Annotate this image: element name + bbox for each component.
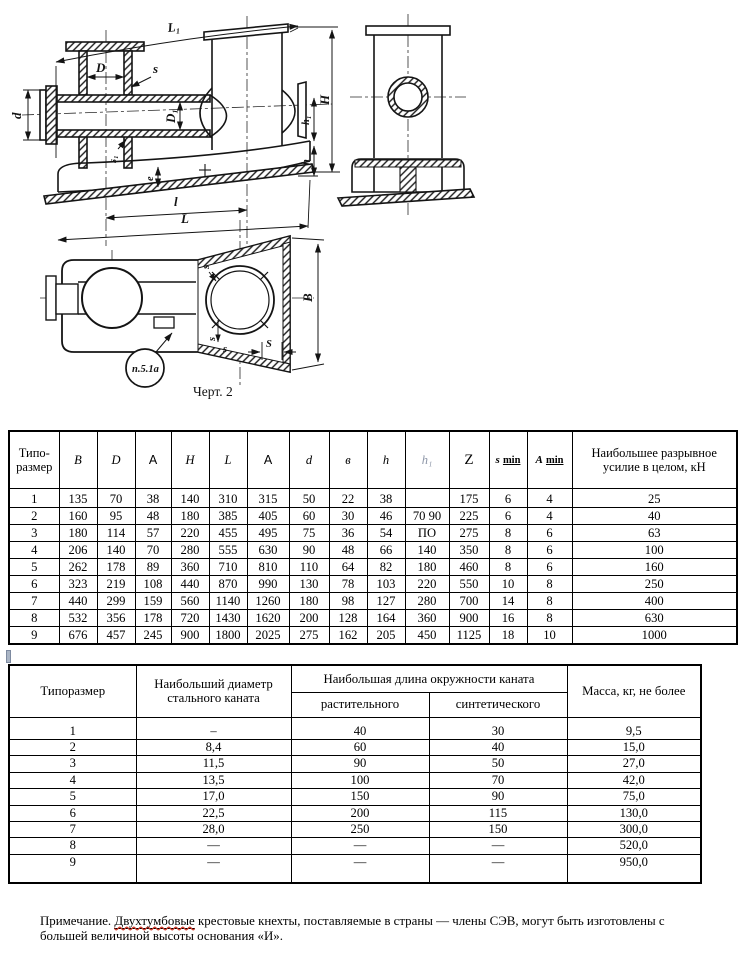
- table-cell: 75: [289, 524, 329, 541]
- table-cell: 455: [209, 524, 247, 541]
- table-cell: 64: [329, 558, 367, 575]
- table-cell: 225: [449, 507, 489, 524]
- table-cell: 130: [289, 575, 329, 592]
- table-row: [9, 821, 701, 837]
- table-cell: 30: [329, 507, 367, 524]
- table-row: [9, 789, 701, 805]
- min-subscript: min: [502, 454, 521, 466]
- table-cell: 310: [209, 488, 247, 507]
- table-cell: 6: [9, 575, 59, 592]
- technical-drawing: [0, 0, 742, 424]
- table-row: [9, 488, 737, 507]
- table-cell: 700: [449, 592, 489, 609]
- table-cell: 532: [59, 609, 97, 626]
- note-label: Примечание.: [40, 913, 112, 928]
- table-cell: 70 90: [405, 507, 449, 524]
- table-cell: 160: [59, 507, 97, 524]
- table-cell: 710: [209, 558, 247, 575]
- table-row: [9, 541, 737, 558]
- table-cell: 27,0: [567, 756, 701, 772]
- table-cell: 17,0: [136, 789, 291, 805]
- column-header: Наибольший диаметр стального каната: [136, 665, 291, 717]
- table-cell: 50: [429, 756, 567, 772]
- table-cell: 50: [289, 488, 329, 507]
- table-cell: 108: [135, 575, 171, 592]
- table-cell: 8: [527, 575, 572, 592]
- table-cell: —: [136, 838, 291, 854]
- dim-label-s: s: [153, 61, 159, 76]
- table-cell: 219: [97, 575, 135, 592]
- dim-label-H: H: [317, 94, 332, 105]
- table-cell: 1140: [209, 592, 247, 609]
- table-cell: 66: [367, 541, 405, 558]
- table-cell: 40: [429, 739, 567, 755]
- table-cell: 300,0: [567, 821, 701, 837]
- table-cell: 150: [291, 789, 429, 805]
- table-cell: 48: [135, 507, 171, 524]
- dim-label-L1: L₁: [166, 18, 181, 35]
- table-cell: 90: [429, 789, 567, 805]
- column-header: Наибольшее разрывное усилие в целом, кН: [572, 431, 737, 488]
- column-header: в: [329, 431, 367, 488]
- table-cell: 315: [247, 488, 289, 507]
- table-cell: 245: [135, 626, 171, 644]
- table-cell: 8: [489, 558, 527, 575]
- column-header: d: [289, 431, 329, 488]
- table-cell: 159: [135, 592, 171, 609]
- table-cell: 10: [527, 626, 572, 644]
- column-header: растительного: [291, 692, 429, 717]
- table-cell: 220: [405, 575, 449, 592]
- table-cell: 560: [171, 592, 209, 609]
- table-cell: 180: [289, 592, 329, 609]
- table-cell: 8: [9, 609, 59, 626]
- table-cell: 405: [247, 507, 289, 524]
- table-row: [9, 507, 737, 524]
- a-min-symbol: A: [535, 453, 543, 466]
- table-cell: 450: [405, 626, 449, 644]
- table-cell: 6: [527, 558, 572, 575]
- table-cell: 2: [9, 739, 136, 755]
- table-cell: 4: [9, 541, 59, 558]
- table-cell: 1125: [449, 626, 489, 644]
- table-cell: 200: [291, 805, 429, 821]
- table-cell: —: [291, 838, 429, 854]
- table-cell: 990: [247, 575, 289, 592]
- table-cell: 40: [572, 507, 737, 524]
- table-cell: 8: [9, 838, 136, 854]
- table-body: [9, 488, 737, 644]
- note-text: крестовые кнехты, поставляемые в страны — члены СЭВ, могут быть изготовлены с большей величиной высоты основания «И».: [40, 913, 665, 944]
- table-cell: 1800: [209, 626, 247, 644]
- table-row: [9, 854, 701, 883]
- column-header-group: Наибольшая длина окружности каната: [291, 665, 567, 692]
- table-cell: 89: [135, 558, 171, 575]
- dim-label-s-plan-rot: s: [207, 336, 218, 341]
- table-cell: 130,0: [567, 805, 701, 821]
- table-cell: 178: [97, 558, 135, 575]
- table-cell: 8: [527, 592, 572, 609]
- table-cell: —: [429, 838, 567, 854]
- column-header: Типо-размер: [9, 431, 59, 488]
- table-cell: 299: [97, 592, 135, 609]
- table-cell: 5: [9, 558, 59, 575]
- dim-label-e: e: [145, 176, 156, 181]
- table-cell: 630: [572, 609, 737, 626]
- table-cell: 70: [429, 772, 567, 788]
- table-cell: 250: [572, 575, 737, 592]
- table-cell: 900: [171, 626, 209, 644]
- table-cell: 140: [97, 541, 135, 558]
- table-cell: 25: [572, 488, 737, 507]
- table-cell: 2: [9, 507, 59, 524]
- table-cell: 4: [9, 772, 136, 788]
- scan-artifact: [6, 650, 11, 663]
- table-cell: 150: [429, 821, 567, 837]
- s-min-symbol: s: [495, 453, 500, 466]
- table-cell: 205: [367, 626, 405, 644]
- table-cell: 40: [291, 717, 429, 739]
- table-cell: 10: [489, 575, 527, 592]
- table-cell: 350: [449, 541, 489, 558]
- table-cell: 6: [489, 488, 527, 507]
- table-cell: 275: [449, 524, 489, 541]
- rope-mass-table: [8, 664, 702, 884]
- table-cell: 38: [135, 488, 171, 507]
- table-cell: 1430: [209, 609, 247, 626]
- table-cell: 1260: [247, 592, 289, 609]
- table-cell: 9: [9, 854, 136, 883]
- column-header: B: [59, 431, 97, 488]
- header-row: [9, 665, 701, 692]
- table-cell: 140: [171, 488, 209, 507]
- table-cell: 15,0: [567, 739, 701, 755]
- header-row: [9, 431, 737, 488]
- table-cell: 46: [367, 507, 405, 524]
- table-cell: 8: [489, 541, 527, 558]
- table-row: [9, 626, 737, 644]
- table-cell: 114: [97, 524, 135, 541]
- table-cell: 6: [489, 507, 527, 524]
- dim-label-D: D: [96, 60, 106, 75]
- column-header: [489, 431, 527, 488]
- table-cell: 90: [291, 756, 429, 772]
- table-cell: 950,0: [567, 854, 701, 883]
- table-cell: 810: [247, 558, 289, 575]
- table-row: [9, 838, 701, 854]
- table-cell: 180: [405, 558, 449, 575]
- table-cell: –: [136, 717, 291, 739]
- table-cell: 95: [97, 507, 135, 524]
- table-cell: 82: [367, 558, 405, 575]
- table-cell: 555: [209, 541, 247, 558]
- table-row: [9, 739, 701, 755]
- balloon-label: п.5.1а: [132, 364, 159, 375]
- table-cell: 28,0: [136, 821, 291, 837]
- table-cell: 457: [97, 626, 135, 644]
- table-cell: 3: [9, 524, 59, 541]
- table-cell: 1000: [572, 626, 737, 644]
- dim-label-s-plan-top: s: [201, 264, 212, 269]
- table-cell: 103: [367, 575, 405, 592]
- column-header: h: [367, 431, 405, 488]
- table-cell: 676: [59, 626, 97, 644]
- table-cell: 280: [405, 592, 449, 609]
- table-cell: 200: [289, 609, 329, 626]
- table-cell: 280: [171, 541, 209, 558]
- table-row: [9, 609, 737, 626]
- dim-label-S: S: [266, 339, 272, 350]
- table-row: [9, 592, 737, 609]
- column-header: Z: [449, 431, 489, 488]
- table-cell: 78: [329, 575, 367, 592]
- table-cell: 8,4: [136, 739, 291, 755]
- table-cell: 5: [9, 789, 136, 805]
- dim-label-B: B: [300, 293, 315, 302]
- table-cell: 400: [572, 592, 737, 609]
- table-cell: 356: [97, 609, 135, 626]
- table-cell: 9,5: [567, 717, 701, 739]
- table-cell: 495: [247, 524, 289, 541]
- table-cell: 440: [59, 592, 97, 609]
- table-row: [9, 524, 737, 541]
- table-cell: 360: [405, 609, 449, 626]
- table-cell: 135: [59, 488, 97, 507]
- table-cell: 3: [9, 756, 136, 772]
- table-cell: 18: [489, 626, 527, 644]
- column-header: Типоразмер: [9, 665, 136, 717]
- table-cell: 175: [449, 488, 489, 507]
- plan-view: [46, 236, 290, 387]
- table-cell: 323: [59, 575, 97, 592]
- table-body: [9, 717, 701, 883]
- table-row: [9, 558, 737, 575]
- table-cell: 9: [9, 626, 59, 644]
- table-cell: 63: [572, 524, 737, 541]
- table-cell: 160: [572, 558, 737, 575]
- table-row: [9, 717, 701, 739]
- column-header: A: [135, 431, 171, 488]
- column-header: h₁: [405, 431, 449, 488]
- table-cell: 22: [329, 488, 367, 507]
- table-cell: —: [429, 854, 567, 883]
- table-row: [9, 756, 701, 772]
- table-cell: 42,0: [567, 772, 701, 788]
- dim-label-D1: D₁: [163, 109, 178, 123]
- dim-label-s1: s₁: [108, 155, 119, 163]
- dim-label-h1: h₁: [301, 115, 312, 125]
- column-header: синтетического: [429, 692, 567, 717]
- table-cell: 8: [527, 609, 572, 626]
- table-cell: 4: [527, 507, 572, 524]
- side-view: [338, 26, 474, 206]
- table-cell: 110: [289, 558, 329, 575]
- table-cell: 90: [289, 541, 329, 558]
- table-cell: 140: [405, 541, 449, 558]
- table-cell: 70: [97, 488, 135, 507]
- dim-label-h: h: [301, 159, 312, 165]
- dim-label-d: d: [9, 112, 24, 119]
- table-cell: 870: [209, 575, 247, 592]
- table-cell: 6: [527, 524, 572, 541]
- figure-caption: Черт. 2: [193, 384, 233, 399]
- table-cell: [405, 488, 449, 507]
- table-cell: 1: [9, 717, 136, 739]
- table-cell: 550: [449, 575, 489, 592]
- table-cell: 48: [329, 541, 367, 558]
- table-cell: 11,5: [136, 756, 291, 772]
- table-cell: 8: [489, 524, 527, 541]
- column-header: H: [171, 431, 209, 488]
- table-cell: 220: [171, 524, 209, 541]
- table-cell: 54: [367, 524, 405, 541]
- table-cell: 57: [135, 524, 171, 541]
- table-cell: 4: [527, 488, 572, 507]
- table-cell: 7: [9, 592, 59, 609]
- table-cell: 6: [527, 541, 572, 558]
- table-cell: 60: [291, 739, 429, 755]
- table-cell: 178: [135, 609, 171, 626]
- table-cell: 262: [59, 558, 97, 575]
- table-cell: 7: [9, 821, 136, 837]
- table-cell: 2025: [247, 626, 289, 644]
- column-header: Масса, кг, не более: [567, 665, 701, 717]
- column-header: D: [97, 431, 135, 488]
- table-row: [9, 805, 701, 821]
- table-cell: 30: [429, 717, 567, 739]
- table-cell: 127: [367, 592, 405, 609]
- table-cell: 128: [329, 609, 367, 626]
- table-cell: 520,0: [567, 838, 701, 854]
- table-cell: 115: [429, 805, 567, 821]
- table-cell: —: [136, 854, 291, 883]
- table-cell: ПО: [405, 524, 449, 541]
- table-cell: 275: [289, 626, 329, 644]
- table-cell: 440: [171, 575, 209, 592]
- table-cell: 360: [171, 558, 209, 575]
- table-cell: 75,0: [567, 789, 701, 805]
- note-paragraph: [40, 914, 708, 945]
- table-cell: 250: [291, 821, 429, 837]
- table-cell: 70: [135, 541, 171, 558]
- table-cell: 162: [329, 626, 367, 644]
- table-cell: 36: [329, 524, 367, 541]
- column-header: [527, 431, 572, 488]
- table-cell: 206: [59, 541, 97, 558]
- table-cell: 1: [9, 488, 59, 507]
- note-flagged-word: Двухтумбовые: [114, 913, 195, 928]
- table-cell: 14: [489, 592, 527, 609]
- table-cell: 630: [247, 541, 289, 558]
- table-cell: 16: [489, 609, 527, 626]
- table-cell: 180: [59, 524, 97, 541]
- table-cell: 385: [209, 507, 247, 524]
- table-cell: 164: [367, 609, 405, 626]
- dim-label-s-plan: s: [223, 344, 228, 355]
- dim-label-l: l: [174, 194, 178, 209]
- table-cell: —: [291, 854, 429, 883]
- table-cell: 100: [572, 541, 737, 558]
- table-cell: 22,5: [136, 805, 291, 821]
- table-cell: 100: [291, 772, 429, 788]
- table-cell: 60: [289, 507, 329, 524]
- dimensions-table: [8, 430, 738, 645]
- table-cell: 900: [449, 609, 489, 626]
- table-cell: 180: [171, 507, 209, 524]
- dim-label-L: L: [181, 211, 189, 226]
- table-cell: 98: [329, 592, 367, 609]
- table-row: [9, 575, 737, 592]
- table-row: [9, 772, 701, 788]
- table-cell: 6: [9, 805, 136, 821]
- column-header: L: [209, 431, 247, 488]
- min-subscript: min: [545, 454, 564, 466]
- table-cell: 720: [171, 609, 209, 626]
- table-cell: 1620: [247, 609, 289, 626]
- column-header: A: [247, 431, 289, 488]
- table-cell: 13,5: [136, 772, 291, 788]
- table-cell: 38: [367, 488, 405, 507]
- table-cell: 460: [449, 558, 489, 575]
